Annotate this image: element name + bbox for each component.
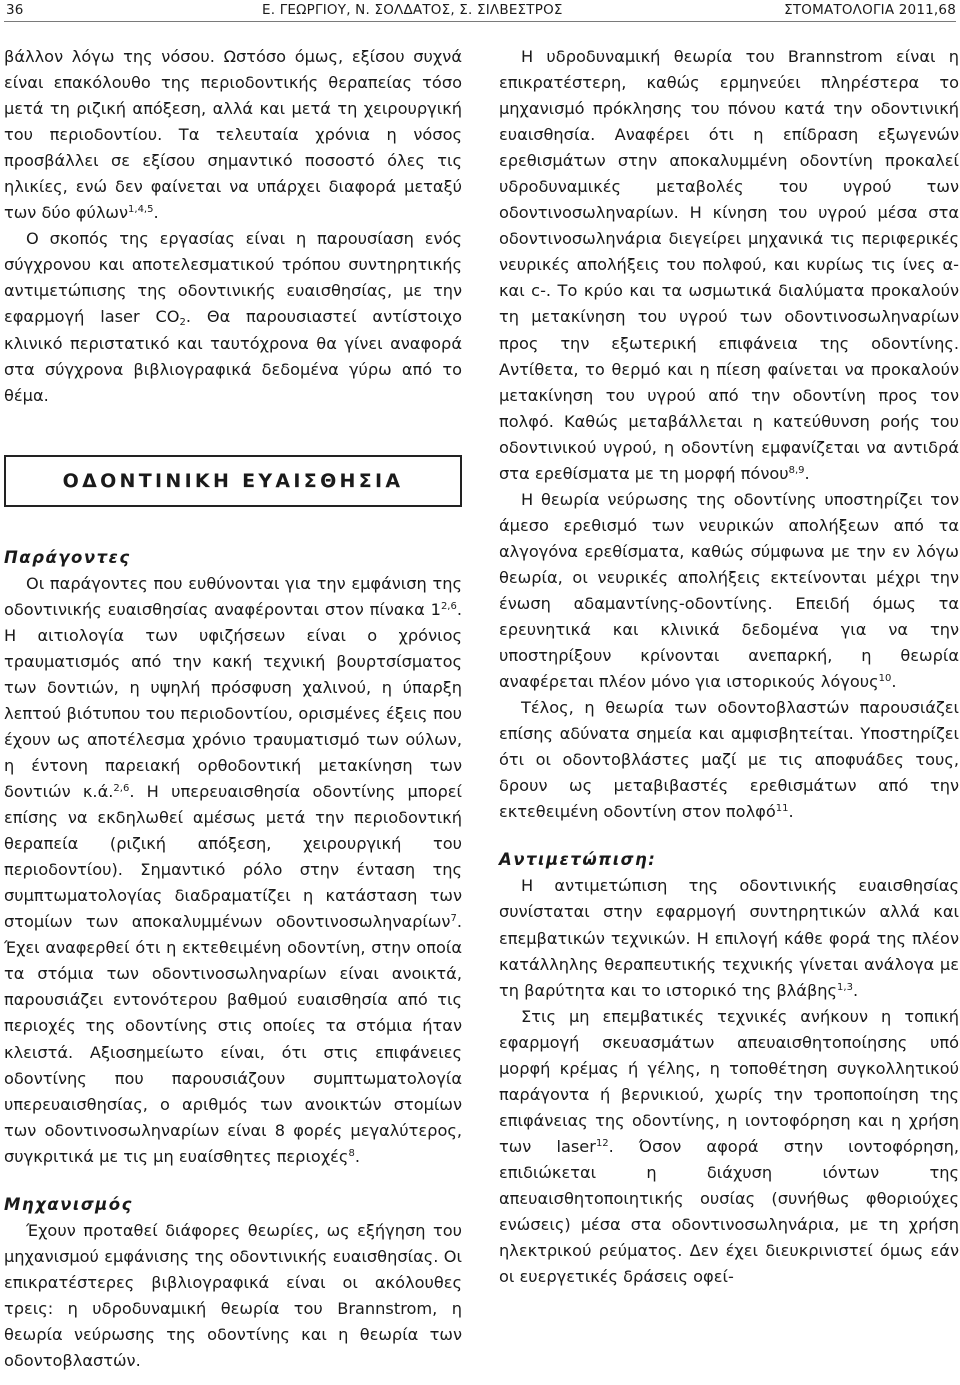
paragraph: Έχουν προταθεί διάφορες θεωρίες, ως εξήγηση του μηχανισμού εμφάνισης της οδοντινικής ευαισθησίας. Οι επικρατέστερες βιβλιογραφικά είναι οι ακόλουθες τρεις: η υδροδυναμική θεωρία του Brannstrom, η θεωρία νεύρωσης της οδοντίνης και η θεωρία των οδοντοβλαστών. <box>4 1220 462 1370</box>
running-head-journal: ΣΤΟΜΑΤΟΛΟΓΙΑ 2011,68 <box>784 2 956 18</box>
citation: 11 <box>775 803 789 815</box>
right-column <box>499 44 959 1290</box>
paragraph: Η υδροδυναμική θεωρία του Brannstrom είναι η επικρατέστερη, καθώς ερμηνεύει πληρέστερα το μηχανισμό πρόκλησης του πόνου κατά την οδοντινική ευαισθησία. Αναφέρει ότι η επίδραση εξωγενών ερεθισμάτων στην αποκαλυμμένη οδοντίνη προκαλεί υδροδυναμικές μεταβολές του υγρού των οδοντινοσωληναρίων. Η κίνηση του υγρού μέσα στα οδοντινοσωληνάρια διεγείρει μηχανικά τις περιφερικές νευρικές απολήξεις του πολφού, και κυρίως τις ίνες α- και c-. Το κρύο και τα ωσμωτικά διαλύματα προκαλούν τη μετακίνηση του υγρού των οδοντινοσωληναρίων προς την εξωτερική επιφάνεια της οδοντίνης. Αντίθετα, το θερμό και η πίεση φαίνεται να προκαλούν μετακίνηση του υγρού από την οδοντίνη προς τον πολφό. Καθώς μεταβάλλεται η κατεύθυνση ροής του οδοντινικού υγρού, η οδοντίνη εμφανίζεται να αντιδρά στα ερεθίσματα με τη μορφή πόνου$^{8,9}$. <box>499 47 959 483</box>
paragraph: Ο σκοπός της εργασίας είναι η παρουσίαση ενός σύγχρονου και αποτελεσματικού τρόπου συντηρητικής αντιμετώπισης της οδοντινικής ευαισθησίας, με την εφαρμογή laser $CO_2$. Θα παρουσιαστεί αντίστοιχο κλινικό περιστατικό και ταυτόχρονα θα γίνει αναφορά στα σύγχρονα βιβλιογραφικά δεδομένα γύρω από το θέμα. <box>4 229 462 405</box>
paragraph: Στις μη επεμβατικές τεχνικές ανήκουν η τοπική εφαρμογή σκευασμάτων απευαισθητοποίησης υπό μορφή κρέμας ή γέλης, η τοποθέτηση συγκολλητικού παράγοντα ή βερνικιού, χωρίς την τροποποίηση της επιφάνειας της οδοντίνης, η ιοντοφόρηση και η χρήση των laser$^{12}$. Όσον αφορά στην ιοντοφόρηση, επιδιώκεται η διάχυση ιόντων της απευαισθητοποιητικής ουσίας (συνήθως φθοριούχες ενώσεις) μέσα στα οδοντινοσωληνάρια, με τη χρήση ηλεκτρικού ρεύματος. Δεν έχει διευκρινιστεί όμως εάν οι ευεργετικές δράσεις οφεί- <box>499 1006 959 1287</box>
paragraph: Η αντιμετώπιση της οδοντινικής ευαισθησίας συνίσταται στην εφαρμογή συντηρητικών αλλά και επεμβατικών τεχνικών. Η επιλογή κάθε φορά της πλέον κατάλληλης θεραπευτικής τεχνικής γίνεται ανάλογα με τη βαρύτητα και το ιστορικό της βλάβης$^{1,3}$. <box>499 876 959 1000</box>
citation: 2,6 <box>113 783 130 795</box>
section-title: ΟΔΟΝΤΙΝΙΚΗ ΕΥΑΙΣΘΗΣΙΑ <box>62 469 404 492</box>
citation: 1,3 <box>837 981 853 993</box>
paragraph: Τέλος, η θεωρία των οδοντοβλαστών παρουσιάζει επίσης αδύνατα σημεία και αμφισβητείται. Υποστηρίζει ότι οι οδοντοβλάστες μαζί με τις αποφυάδες τους, δρουν ως μεταβιβαστές ερεθισμάτων από την εκτεθειμένη οδοντίνη στον πολφό$^{11}$. <box>499 698 959 822</box>
header-rule <box>4 21 956 22</box>
citation: 12 <box>595 1137 609 1149</box>
paragraph: Οι παράγοντες που ευθύνονται για την εμφάνιση της οδοντινικής ευαισθησίας αναφέρονται στον πίνακα 1$^{2,6}$. Η αιτιολογία των υφιζήσεων είναι ο χρόνιος τραυματισμός από την κακή τεχνική βουρτσίσματος των δοντιών, η υψηλή πρόσφυση χαλινού, η ύπαρξη λεπτού βιότυπου του περιοδοντίου, ορισμένες έξεις που έχουν ως αποτέλεσμα χρόνιο τραυματισμό των ούλων, η έντονη παρειακή ορθοδοντική μετακίνηση των δοντιών κ.ά.$^{2,6}$. Η υπερευαισθησία οδοντίνης μπορεί επίσης να εκδηλωθεί αμέσως μετά την περιοδοντική θεραπεία (ριζική απόξεση, χειρουργική του περιοδοντίου). Σημαντικό ρόλο στην ένταση της συμπτωματολογίας διαδραματίζει η κατάσταση των στομίων των αποκαλυμμένων οδοντινοσωληναρίων$^7$. Έχει αναφερθεί ότι η εκτεθειμένη οδοντίνη, στην οποία τα στόμια των οδοντινοσωληναρίων είναι ανοικτά, παρουσιάζει εντονότερου βαθμού ευαισθησία από τις περιοχές της οδοντίνης στις οποίες τα στόμια ήταν κλειστά. Αξιοσημείωτο είναι, ότι στις επιφάνειες οδοντίνης που παρουσιάζουν συμπτωματολογία υπερευαισθησίας, ο αριθμός των ανοικτών στομίων των οδοντινοσωληναρίων είναι 8 φορές μεγαλύτερος, συγκριτικά με τις μη ευαίσθητες περιοχές$^8$. <box>4 573 462 1166</box>
page-number: 36 <box>6 2 24 18</box>
subsection-heading: Παράγοντες <box>4 547 131 567</box>
citation: 8 <box>348 1147 355 1159</box>
paragraph: βάλλον λόγω της νόσου. Ωστόσο όμως, εξίσου συχνά είναι επακόλουθο της περιοδοντικής θεραπείας τόσο μετά τη ριζική απόξεση, αλλά και μετά τη χειρουργική του περιοδοντίου. Τα τελευταία χρόνια η νόσος προσβάλλει σε εξίσου σημαντικό ποσοστό όλες τις ηλικίες, ενώ δεν φαίνεται να υπάρχει διαφορά μεταξύ των δύο φύλων$^{1,4,5}$. <box>4 47 462 223</box>
citation: 7 <box>450 913 457 925</box>
section-heading-box <box>4 455 462 507</box>
subsection-heading: Αντιμετώπιση: <box>499 850 657 870</box>
citation: 1,4,5 <box>128 204 154 216</box>
citation: 8,9 <box>788 464 805 476</box>
running-head-authors: Ε. ΓΕΩΡΓΙΟΥ, Ν. ΣΟΛΔΑΤΟΣ, Σ. ΣΙΛΒΕΣΤΡΟΣ <box>262 2 563 18</box>
running-header <box>0 0 960 26</box>
left-column <box>4 44 462 1374</box>
subscript: 2 <box>179 317 186 329</box>
paragraph: Η θεωρία νεύρωσης της οδοντίνης υποστηρίζει τον άμεσο ερεθισμό των νευρικών απολήξεων από τα αλγογόνα ερεθίσματα, καθώς σύμφωνα με την εν λόγω θεωρία, οι νευρικές απολήξεις εκτείνονται μέχρι την ένωση αδαμαντίνης-οδοντίνης. Επειδή όμως τα ερευνητικά και κλινικά δεδομένα για να την υποστηρίξουν κρίνονται ανεπαρκή, η θεωρία αναφέρεται πλέον μόνο για ιστορικούς λόγους$^{10}$. <box>499 489 959 692</box>
citation: 2,6 <box>440 600 457 612</box>
subsection-heading: Μηχανισμός <box>4 1194 133 1214</box>
citation: 10 <box>878 673 892 685</box>
